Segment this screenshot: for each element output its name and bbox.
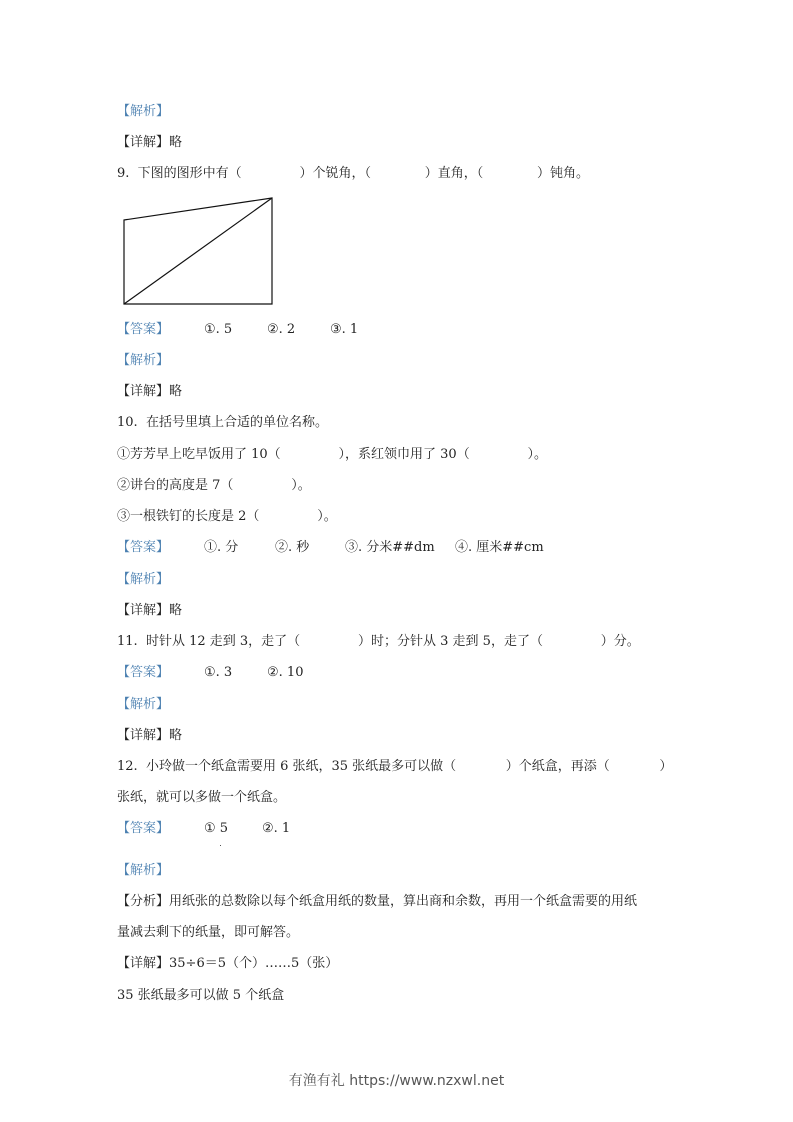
answer-label: 【答案】 <box>117 665 170 680</box>
detail-label: 【详解】 <box>117 728 170 743</box>
detail-text: 略 <box>169 603 183 618</box>
answer-item: ①. 3 <box>204 665 233 680</box>
detail-label: 【详解】 <box>117 135 170 150</box>
answer-label: 【答案】 <box>117 821 170 836</box>
fenxi-label: 【分析】 <box>117 894 170 909</box>
stray-dot <box>220 845 221 846</box>
answer-label: 【答案】 <box>117 322 170 337</box>
detail-text: 略 <box>169 135 183 150</box>
answer-label: 【答案】 <box>117 540 170 555</box>
question-10-item-1: ①芳芳早上吃早饭用了 10（ ），系红领巾用了 30（ ）。 <box>117 447 548 462</box>
question-10-item-2: ②讲台的高度是 7（ ）。 <box>117 478 311 493</box>
question-11: 11. 时针从 12 走到 3，走了（ ）时；分针从 3 走到 5，走了（ ）分。 <box>117 634 640 649</box>
conclusion-text: 35 张纸最多可以做 5 个纸盒 <box>117 988 285 1003</box>
answer-item: ③. 1 <box>330 322 359 337</box>
detail-row <box>117 602 182 620</box>
question-9: 9. 下图的图形中有（ ）个锐角，（ ）直角，（ ）钝角。 <box>117 166 589 181</box>
footer-watermark: 有渔有礼 https://www.nzxwl.net <box>288 1073 505 1089</box>
detail-row <box>117 727 182 745</box>
fenxi-row <box>117 893 637 911</box>
detail-text: 略 <box>169 384 183 399</box>
analysis-label: 【解析】 <box>117 697 170 712</box>
question-12-line-2: 张纸，就可以多做一个纸盒。 <box>117 790 287 805</box>
analysis-label: 【解析】 <box>117 863 170 878</box>
question-12-line-1: 12. 小玲做一个纸盒需要用 6 张纸，35 张纸最多可以做（ ）个纸盒，再添（ ） <box>117 759 673 774</box>
detail-row <box>117 955 338 973</box>
answer-item: ②. 10 <box>267 665 304 680</box>
analysis-label: 【解析】 <box>117 104 170 119</box>
analysis-label: 【解析】 <box>117 572 170 587</box>
analysis-label: 【解析】 <box>117 353 170 368</box>
detail-row <box>117 383 182 401</box>
answer-item: ①. 5 <box>204 322 233 337</box>
fenxi-text: 用纸张的总数除以每个纸盒用纸的数量，算出商和余数，再用一个纸盒需要的用纸 <box>169 894 638 909</box>
detail-label: 【详解】 <box>117 603 170 618</box>
answer-item: ④. 厘米##cm <box>455 540 544 555</box>
detail-text: 略 <box>169 728 183 743</box>
detail-label: 【详解】 <box>117 384 170 399</box>
answer-item: ① 5 <box>204 821 229 836</box>
answer-item: ①. 分 <box>204 540 239 555</box>
detail-text: 35÷6＝5（个）……5（张） <box>169 956 339 971</box>
question-10: 10. 在括号里填上合适的单位名称。 <box>117 415 328 430</box>
question-10-item-3: ③一根铁钉的长度是 2（ ）。 <box>117 509 337 524</box>
answer-item: ③. 分米##dm <box>345 540 435 555</box>
answer-item: ②. 2 <box>267 322 296 337</box>
fenxi-text-cont: 量减去剩下的纸量，即可解答。 <box>117 925 300 940</box>
answer-item: ②. 1 <box>262 821 291 836</box>
answer-item: ②. 秒 <box>275 540 310 555</box>
detail-label: 【详解】 <box>117 956 170 971</box>
